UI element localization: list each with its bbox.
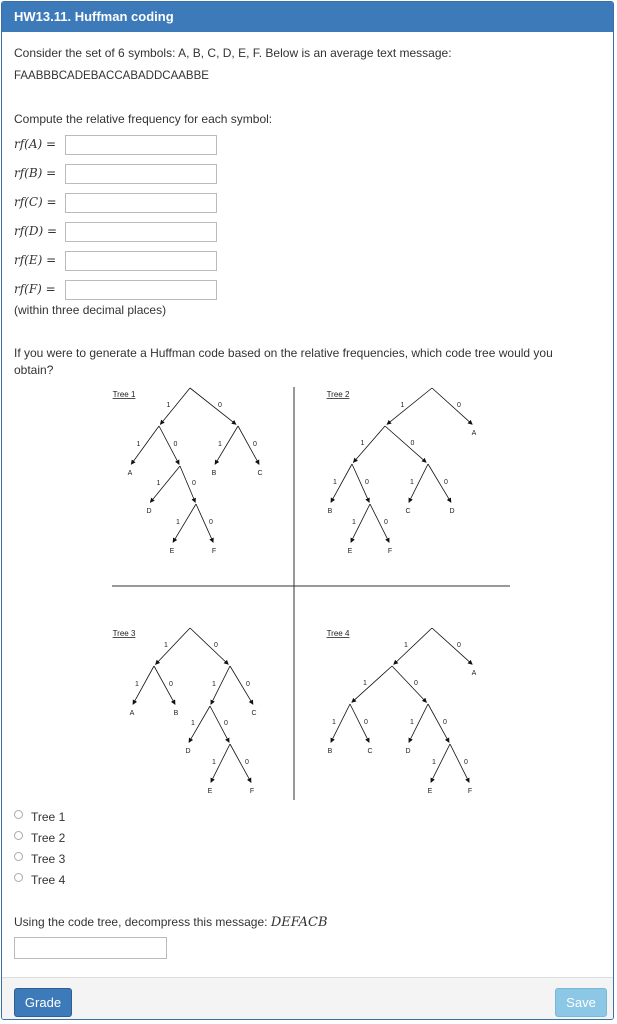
tree-3-leaf-a: A <box>129 710 135 717</box>
tree-2-edge-label: 0 <box>457 402 461 409</box>
option-tree-4[interactable] <box>14 873 65 887</box>
tree-1-title: Tree 1 <box>112 390 136 399</box>
grade-button[interactable]: Grade <box>14 988 72 1017</box>
footer-bar <box>2 977 613 1020</box>
tree-3-edge-label: 0 <box>169 681 173 688</box>
question-card <box>1 1 614 1020</box>
tree-4-edge <box>392 666 427 702</box>
tree-1-edge <box>160 388 190 424</box>
tree-2-edge <box>353 426 385 462</box>
tree-2-edge-label: 0 <box>444 479 448 486</box>
tree-1-edge-label: 1 <box>176 519 180 526</box>
option-label: Tree 3 <box>31 852 66 866</box>
tree-2-leaf-d: D <box>449 508 455 515</box>
tree-3-edge-label: 1 <box>164 642 168 649</box>
tree-4-title: Tree 4 <box>326 629 350 638</box>
tree-4-edge-label: 1 <box>410 719 414 726</box>
radio-circle-icon[interactable] <box>14 831 23 840</box>
tree-2-edge-label: 1 <box>410 479 414 486</box>
tree-2-leaf-b: B <box>327 508 333 515</box>
tree-1-leaf-a: A <box>127 470 133 477</box>
tree-3-leaf-d: D <box>185 748 191 755</box>
intro-text: Consider the set of 6 symbols: A, B, C, D, E, F. Below is an average text message: <box>14 46 452 60</box>
tree-1-edge <box>150 466 180 502</box>
tree-3-edge-label: 0 <box>246 681 250 688</box>
tree-1-edge-label: 1 <box>166 402 171 409</box>
tree-3-edge-label: 1 <box>191 720 195 727</box>
tree-2-edge-label: 0 <box>384 519 388 526</box>
tree-2-leaf-f: F <box>387 548 393 555</box>
radio-circle-icon[interactable] <box>14 810 23 819</box>
rf-a-input[interactable] <box>65 135 217 155</box>
radio-circle-icon[interactable] <box>14 873 23 882</box>
rf-c-label: rf(C) = <box>14 195 57 209</box>
rf-b-input[interactable] <box>65 164 217 184</box>
tree-4-leaf-c: C <box>367 748 373 755</box>
tree-1-edge-label: 0 <box>173 441 178 448</box>
decompress-prompt <box>14 915 328 930</box>
option-tree-1[interactable] <box>14 810 65 824</box>
option-label: Tree 1 <box>31 810 66 824</box>
rf-d-input[interactable] <box>65 222 217 242</box>
tree-2-edge-label: 0 <box>365 479 369 486</box>
tree-4-edge <box>432 628 472 664</box>
tree-1-leaf-e: E <box>169 548 175 555</box>
tree-2-title: Tree 2 <box>326 390 350 399</box>
tree-1-leaf-f: F <box>211 548 217 555</box>
tree-1-edge-label: 0 <box>192 480 196 487</box>
precision-note: (within three decimal places) <box>14 303 167 317</box>
tree-1-edge-label: 0 <box>209 519 213 526</box>
tree-2-edge-label: 0 <box>410 440 415 447</box>
tree-2-leaf-c: C <box>405 508 411 515</box>
tree-2-edge <box>385 426 426 462</box>
tree-1-edge-label: 0 <box>218 402 222 409</box>
tree-prompt: If you were to generate a Huffman code based on the relative frequencies, which code tree would you obtain? <box>14 346 553 377</box>
tree-4-edge-label: 0 <box>457 642 461 649</box>
tree-4-edge-label: 1 <box>363 680 367 687</box>
code-trees-figure <box>102 382 512 807</box>
tree-1-leaf-c: C <box>257 470 263 477</box>
tree-2-leaf-a: A <box>471 430 477 437</box>
decompress-answer-input[interactable] <box>14 937 167 959</box>
tree-3-edge-label: 0 <box>224 720 228 727</box>
tree-3-leaf-b: B <box>173 710 179 717</box>
tree-2-edge <box>387 388 432 424</box>
tree-4-edge-label: 0 <box>443 719 447 726</box>
tree-3-title: Tree 3 <box>112 629 136 638</box>
tree-4-leaf-a: A <box>471 670 477 677</box>
rf-e-input[interactable] <box>65 251 217 271</box>
rf-f-input[interactable] <box>65 280 217 300</box>
tree-1-edge-label: 1 <box>136 441 141 448</box>
tree-2-edge-label: 1 <box>360 440 365 447</box>
compute-prompt: Compute the relative frequency for each symbol: <box>14 112 273 126</box>
tree-3-edge-label: 1 <box>212 759 216 766</box>
rf-d-label: rf(D) = <box>14 224 58 238</box>
tree-4-edge-label: 0 <box>464 759 468 766</box>
tree-3-edge-label: 1 <box>135 681 139 688</box>
question-title: HW13.11. Huffman coding <box>2 2 613 32</box>
tree-4-edge-label: 1 <box>404 642 408 649</box>
rf-a-label: rf(A) = <box>14 137 57 151</box>
rf-c-input[interactable] <box>65 193 217 213</box>
tree-4-leaf-f: F <box>467 788 473 795</box>
decompress-prompt-text: Using the code tree, decompress this message: <box>14 915 268 929</box>
encoded-message: DEFACB <box>270 915 328 930</box>
tree-3-leaf-e: E <box>207 788 213 795</box>
tree-4-edge-label: 0 <box>364 719 368 726</box>
option-tree-3[interactable] <box>14 852 65 866</box>
tree-3-leaf-f: F <box>249 788 255 795</box>
tree-1-leaf-d: D <box>146 508 152 515</box>
tree-3-edge <box>190 628 228 664</box>
tree-4-edge-label: 1 <box>332 719 336 726</box>
tree-2-leaf-e: E <box>347 548 353 555</box>
tree-1-leaf-b: B <box>211 470 217 477</box>
save-button[interactable]: Save <box>555 988 607 1017</box>
tree-3-edge-label: 1 <box>212 681 216 688</box>
tree-1-edge <box>131 426 159 464</box>
tree-2-edge-label: 1 <box>400 402 405 409</box>
tree-3-edge <box>155 628 190 664</box>
tree-1-edge-label: 1 <box>156 480 161 487</box>
tree-4-leaf-e: E <box>427 788 433 795</box>
tree-2-edge-label: 1 <box>333 479 337 486</box>
tree-4-leaf-b: B <box>327 748 333 755</box>
tree-4-leaf-d: D <box>405 748 411 755</box>
rf-f-label: rf(F) = <box>14 282 56 296</box>
tree-4-edge <box>352 666 392 702</box>
tree-4-edge <box>394 628 432 664</box>
option-label: Tree 2 <box>31 831 66 845</box>
tree-1-edge <box>190 388 236 424</box>
message-text: FAABBBCADEBACCABADDCAABBE <box>14 70 209 82</box>
radio-circle-icon[interactable] <box>14 852 23 861</box>
tree-4-edge-label: 1 <box>432 759 436 766</box>
option-label: Tree 4 <box>31 873 66 887</box>
tree-3-edge-label: 0 <box>245 759 249 766</box>
rf-e-label: rf(E) = <box>14 253 57 267</box>
option-tree-2[interactable] <box>14 831 65 845</box>
rf-b-label: rf(B) = <box>14 166 57 180</box>
tree-4-edge-label: 0 <box>414 680 418 687</box>
tree-1-edge-label: 1 <box>218 441 222 448</box>
tree-2-edge-label: 1 <box>352 519 356 526</box>
tree-3-leaf-c: C <box>251 710 257 717</box>
tree-3-edge-label: 0 <box>214 642 218 649</box>
tree-2-edge <box>432 388 472 424</box>
tree-1-edge-label: 0 <box>253 441 257 448</box>
